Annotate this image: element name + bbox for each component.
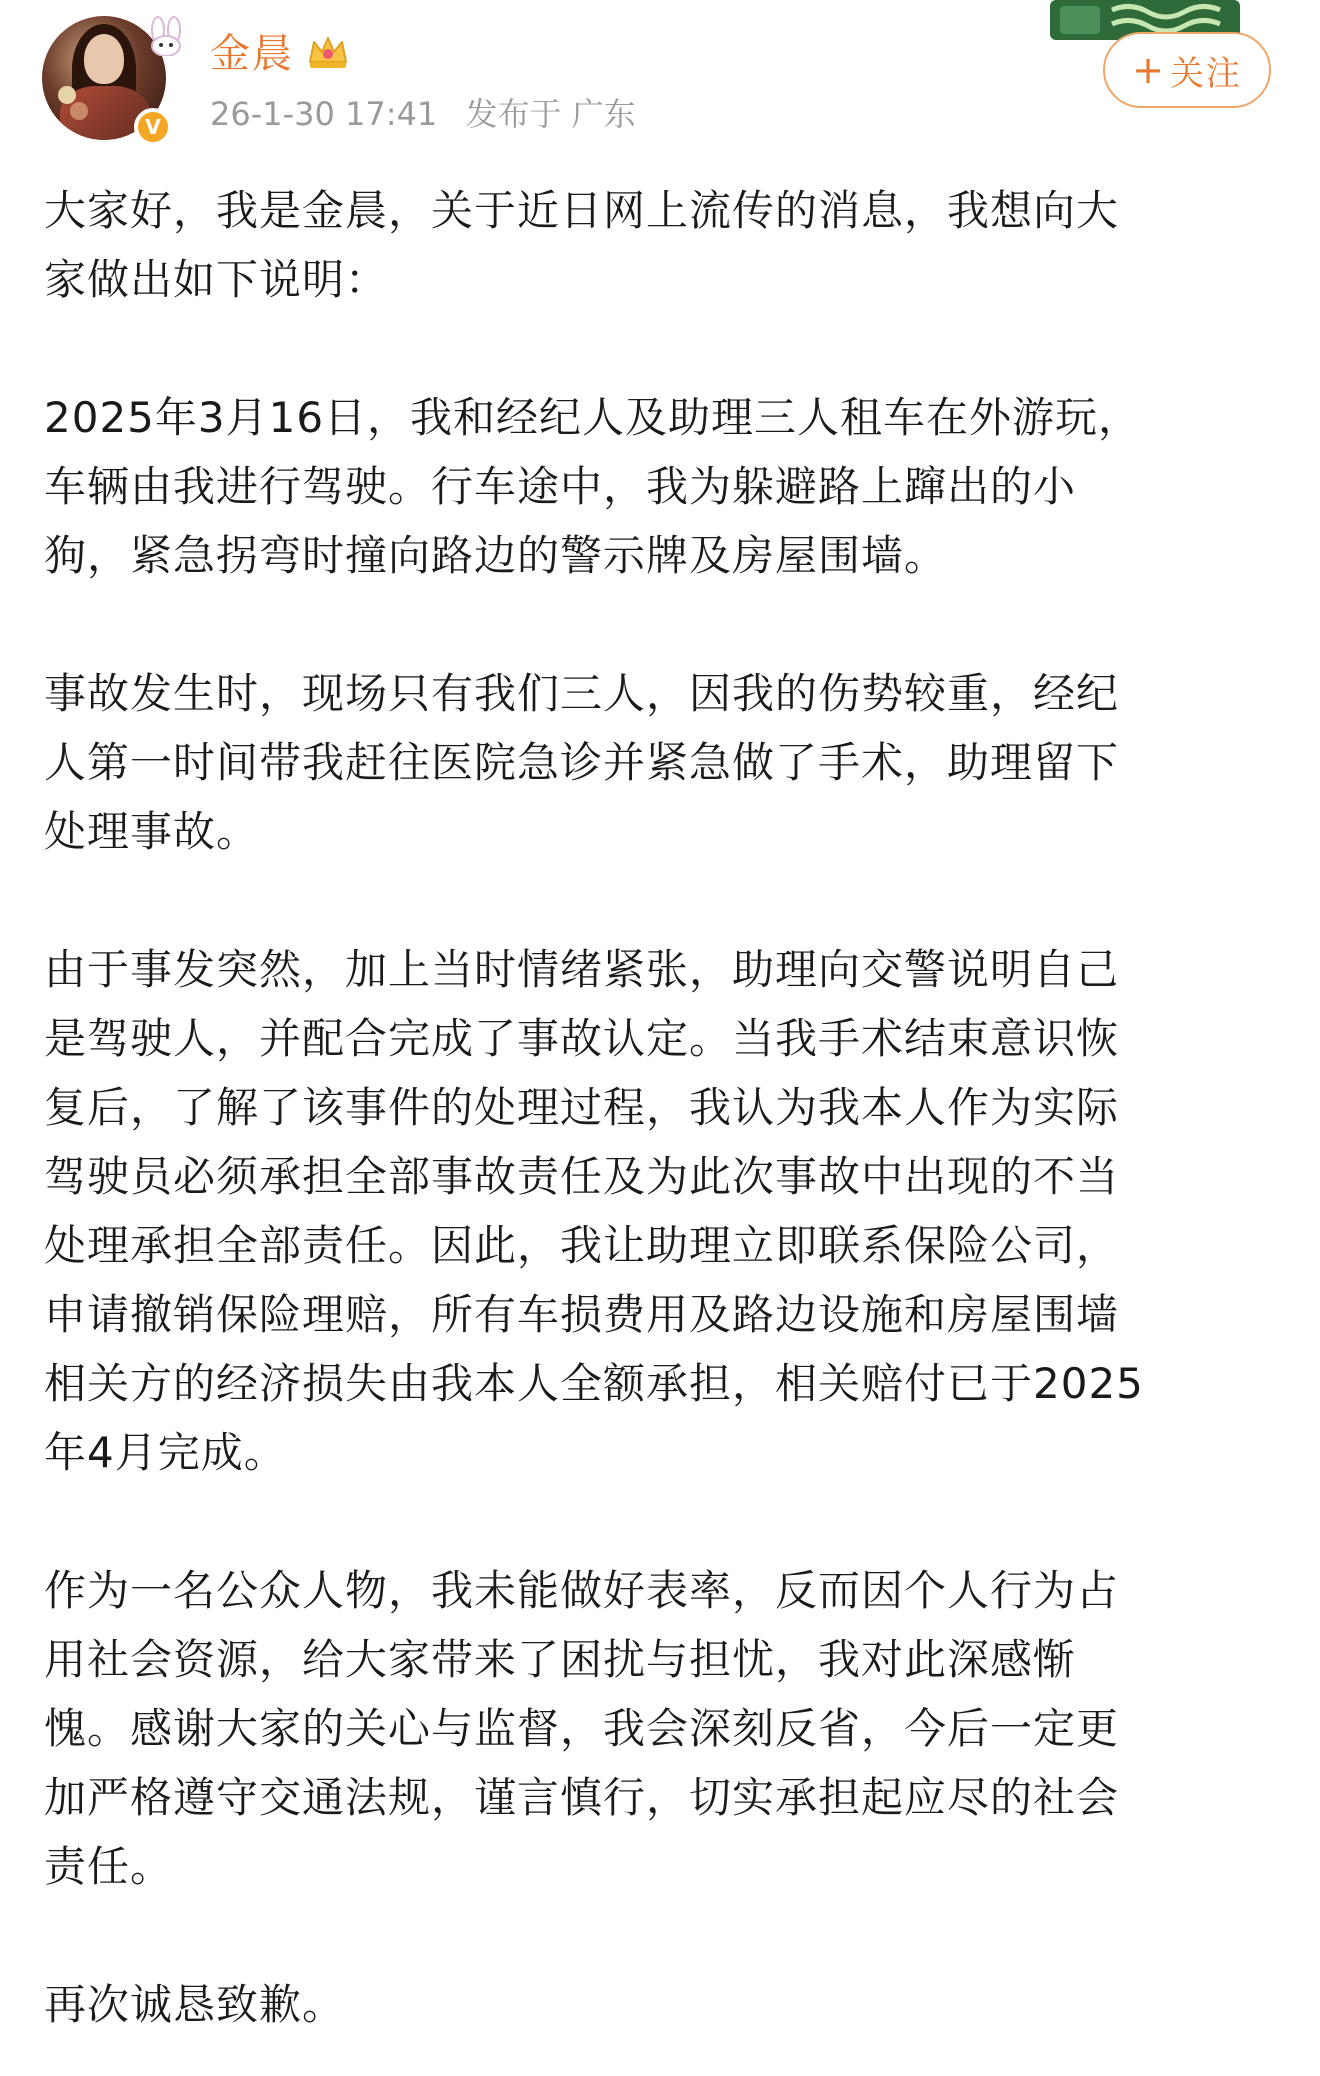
bunny-sticker-icon [140, 16, 196, 56]
post-paragraph: 再次诚恳致歉。 [44, 1980, 346, 2029]
follow-label: 关注 [1169, 53, 1242, 94]
post-content [44, 176, 1284, 2039]
post-paragraph: 事故发生时，现场只有我们三人，因我的伤势较重，经纪 人第一时间带我赶往医院急诊并紧急做了手术，助理留下 处理事故。 [44, 669, 1120, 856]
follow-button[interactable] [1103, 32, 1271, 108]
post-paragraph: 大家好，我是金晨，关于近日网上流传的消息，我想向大 家做出如下说明： [44, 186, 1120, 304]
verified-v-icon: V [134, 108, 172, 146]
avatar-flower [58, 86, 76, 104]
post-paragraph: 由于事发突然，加上当时情绪紧张，助理向交警说明自己 是驾驶人，并配合完成了事故认定。当我手术结束意识恢 复后，了解了该事件的处理过程，我认为我本人作为实际 驾驶员必须承担全部事故责任及为此次事故中出现的不当 处理承担全部责任。因此，我让助理立即联系保险公司， 申请撤销保险理赔，所有车损费用及路边设施和房屋围墙 相关方的经济损失由我本人全额承担，相关赔付已于2025 年4月完成。 [44, 945, 1144, 1477]
crown-icon [306, 32, 350, 72]
avatar-flower [70, 102, 88, 120]
avatar-container[interactable] [42, 16, 172, 146]
avatar-face [84, 34, 124, 84]
author-name[interactable]: 金晨 [210, 31, 294, 77]
post-meta [210, 92, 654, 136]
plus-icon: + [1132, 48, 1166, 92]
post-timestamp: 26-1-30 17:41 [210, 95, 438, 133]
post-paragraph: 作为一名公众人物，我未能做好表率，反而因个人行为占 用社会资源，给大家带来了困扰与担忧，我对此深感惭 愧。感谢大家的关心与监督，我会深刻反省，今后一定更 加严格遵守交通法规，谨言慎行，切实承担起应尽的社会 责任。 [44, 1566, 1120, 1891]
post-paragraph: 2025年3月16日，我和经纪人及助理三人租车在外游玩， 车辆由我进行驾驶。行车途中，我为躲避路上蹿出的小 狗，紧急拐弯时撞向路边的警示牌及房屋围墙。 [44, 393, 1142, 580]
post-location: 发布于 广东 [465, 95, 636, 133]
